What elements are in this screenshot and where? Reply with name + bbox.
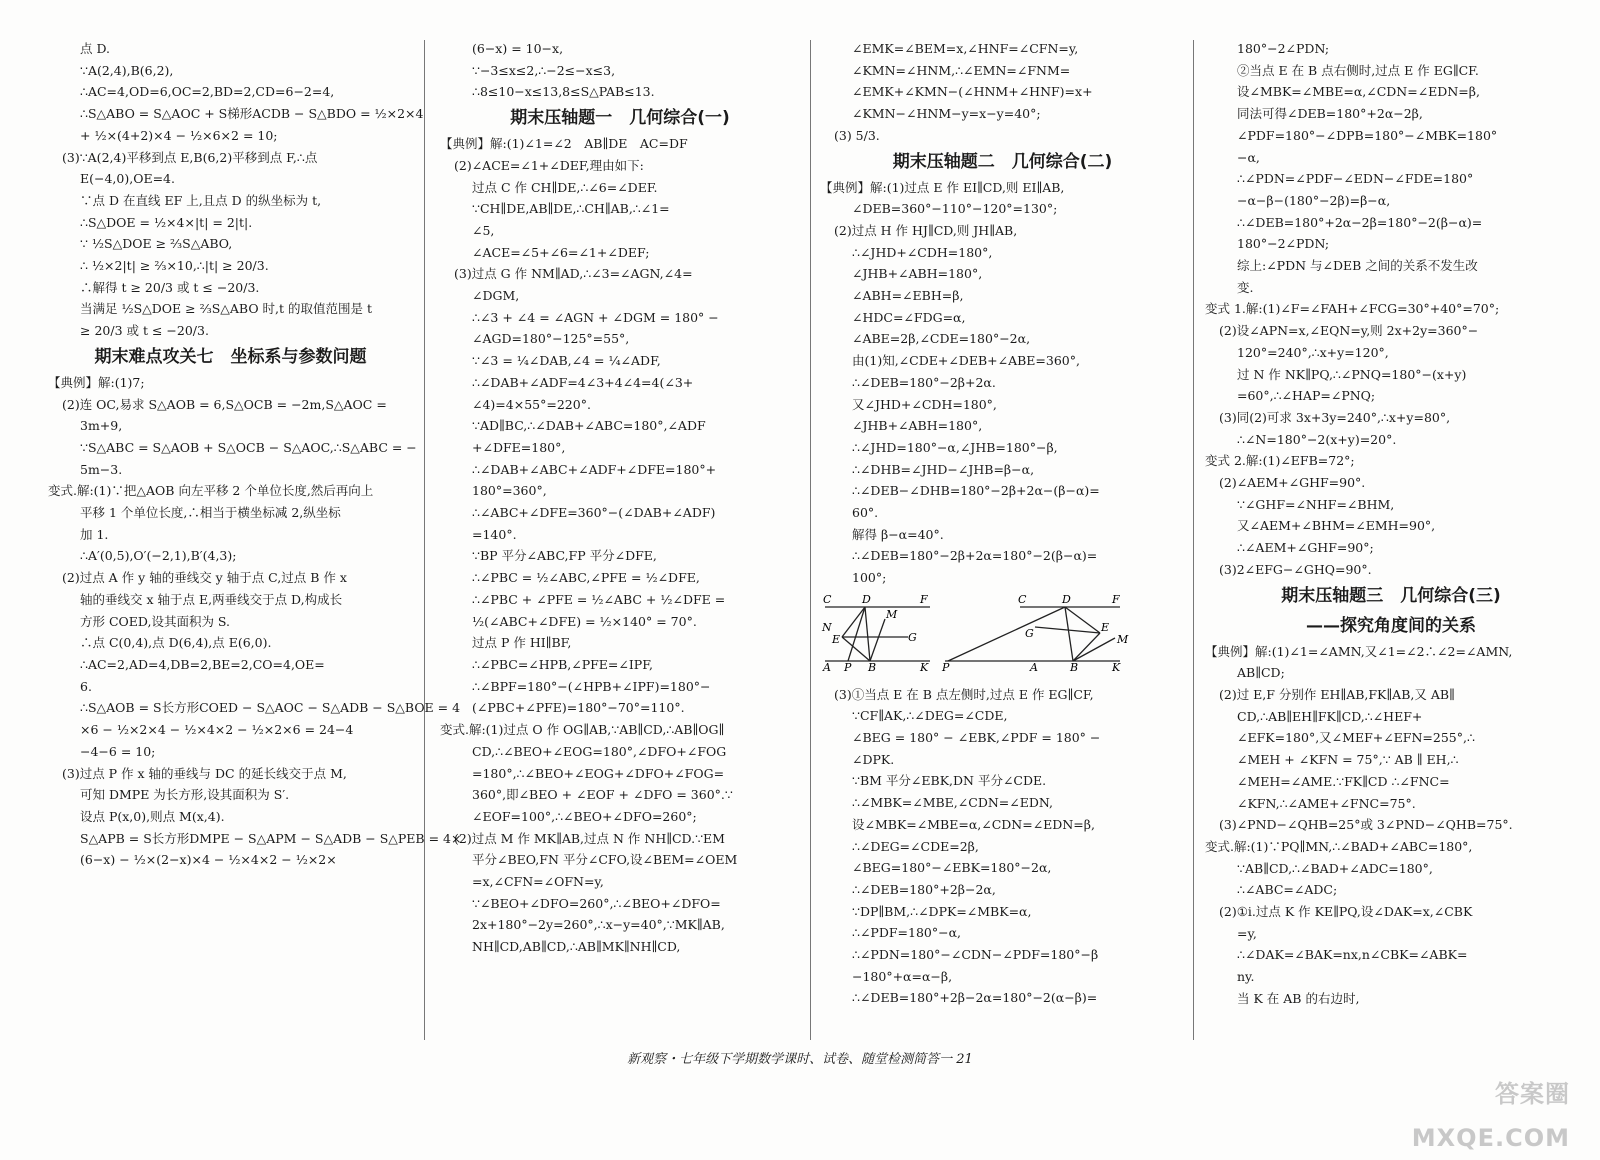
solution-text-line: ∴∠PBC = ½∠ABC,∠PFE = ½∠DFE, [472, 570, 700, 586]
figure-point-label: C [1018, 592, 1027, 606]
figure-point-label: C [823, 592, 832, 606]
solution-text-line: 360°,即∠BEO + ∠EOF + ∠DFO = 360°.∵ [472, 787, 733, 803]
solution-text-line: ∠ABE=2β,∠CDE=180°−2α, [852, 331, 1031, 347]
solution-text-line: ∴∠JHD+∠CDH=180°, [852, 244, 993, 260]
solution-text-line: ∠JHB+∠ABH=180°, [852, 418, 983, 434]
solution-text-line: ∴∠PBC + ∠PFE = ½∠ABC + ½∠DFE = [472, 591, 726, 607]
solution-text-line: ∴∠DEG=∠CDE=2β, [852, 838, 979, 854]
solution-text-line: ∵点 D 在直线 EF 上,且点 D 的纵坐标为 t, [80, 192, 322, 208]
solution-text-line: ny. [1237, 969, 1255, 985]
solution-text-line: ∴∠PDN=∠PDF−∠EDN−∠FDE=180° [1237, 171, 1474, 187]
solution-text-line: + ½×(4+2)×4 − ½×6×2 = 10; [80, 127, 278, 143]
figure-point-label: A [1030, 660, 1038, 674]
column-divider [1193, 40, 1194, 1040]
solution-text-line: AB∥CD; [1237, 665, 1285, 681]
solution-text-line: ∠HDC=∠FDG=α, [852, 309, 966, 325]
figure-point-label: K [920, 660, 929, 674]
solution-text-line: ∵S△ABC = S△AOB + S△OCB − S△AOC,∴S△ABC = − [80, 439, 417, 455]
solution-text-line: ∠AGD=180°−125°=55°, [472, 331, 630, 347]
solution-text-line: 同法可得∠DEB=180°+2α−2β, [1237, 106, 1423, 122]
solution-step-line: (2)过点 M 作 MK∥AB,过点 N 作 NH∥CD.∵EM [454, 830, 725, 846]
solution-text-line: −α, [1237, 149, 1260, 165]
solution-text-line: 5m−3. [80, 461, 123, 477]
solution-text-line: ∴∠MBK=∠MBE,∠CDN=∠EDN, [852, 795, 1053, 811]
solution-text-line: ∴∠PDF=180°−α, [852, 925, 962, 941]
section-heading: 期末压轴题二 几何综合(二) [892, 151, 1113, 172]
solution-text-line: ∴∠PDN=180°−∠CDN−∠PDF=180°−β [852, 947, 1099, 963]
solution-text-line: ∠5, [472, 222, 495, 238]
column-1 [48, 38, 462, 1048]
solution-step-line: (3)同(2)可求 3x+3y=240°,∴x+y=80°, [1219, 409, 1451, 425]
solution-text-line: 过点 P 作 HI∥BF, [472, 635, 572, 651]
section-heading: 期末压轴题三 几何综合(三) [1281, 585, 1501, 606]
solution-step-line: (3) 5/3. [834, 127, 880, 143]
figure-line [1065, 607, 1100, 633]
solution-text-line: ∵ ½S△DOE ≥ ⅔S△ABO, [80, 236, 233, 252]
solution-label-line: 变式.解:(1)∵PQ∥MN,∴∠BAD+∠ABC=180°, [1205, 838, 1473, 854]
solution-text-line: 设∠MBK=∠MBE=α,∠CDN=∠EDN=β, [852, 816, 1095, 832]
solution-text-line: E(−4,0),OE=4. [80, 171, 175, 187]
figure-point-label: F [1112, 592, 1120, 606]
column-divider [424, 40, 425, 1040]
figure-point-label: D [862, 592, 871, 606]
solution-text-line: ∴S△AOB = S长方形COED − S△AOC − S△ADB − S△BOE = 4 [80, 700, 461, 716]
figure-line [870, 619, 885, 661]
figure-point-label: P [942, 660, 950, 674]
solution-text-line: 120°=240°,∴x+y=120°, [1237, 344, 1389, 360]
solution-text-line: ∴∠ABC+∠DFE=360°−(∠DAB+∠ADF) [472, 505, 716, 521]
parallel-lines-figure [820, 593, 1130, 673]
solution-text-line: ∠EFK=180°,又∠MEF+∠EFN=255°,∴ [1237, 730, 1475, 746]
solution-text-line: 60°. [852, 505, 879, 521]
figure-line [1073, 633, 1100, 661]
figure-point-label: M [1117, 632, 1129, 646]
figure-line [948, 607, 1065, 661]
solution-text-line: ∴∠AEM+∠GHF=90°; [1237, 540, 1374, 556]
solution-label-line: 变式 2.解:(1)∠EFB=72°; [1205, 453, 1355, 469]
solution-step-line: (2)∠AEM+∠GHF=90°. [1219, 475, 1366, 491]
solution-text-line: 3m+9, [80, 418, 123, 434]
solution-text-line: ∴8≤10−x≤13,8≤S△PAB≤13. [472, 84, 655, 100]
solution-text-line: ∵A(2,4),B(6,2), [80, 62, 174, 78]
solution-text-line: 轴的垂线交 x 轴于点 E,两垂线交于点 D,构成长 [80, 591, 343, 607]
figure-point-label: G [1025, 626, 1034, 640]
solution-text-line: ∵CF∥AK,∴∠DEG=∠CDE, [852, 708, 1008, 724]
solution-label-line: 【典例】解:(1)∠1=∠2 AB∥DE AC=DF [440, 136, 688, 152]
solution-step-line: (2)设∠APN=x,∠EQN=y,则 2x+2y=360°− [1219, 323, 1479, 339]
solution-text-line: ∴ ½×2|t| ≥ ⅔×10,∴|t| ≥ 20/3. [80, 258, 269, 274]
solution-text-line: ∴S△ABO = S△AOC + S梯形ACDB − S△BDO = ½×2×4 [80, 106, 424, 122]
solution-text-line: ∵BP 平分∠ABC,FP 平分∠DFE, [472, 548, 657, 564]
solution-text-line: ∴A′(0,5),O′(−2,1),B′(4,3); [80, 548, 237, 564]
solution-text-line: S△APB = S长方形DMPE − S△APM − S△ADB − S△PEB = 4× [80, 830, 462, 846]
solution-text-line: ∴∠BPF=180°−(∠HPB+∠IPF)=180°− [472, 678, 711, 694]
solution-text-line: 180°−2∠PDN; [1237, 41, 1330, 56]
solution-text-line: ∴∠N=180°−2(x+y)=20°. [1237, 431, 1397, 447]
solution-text-line: (6−x) = 10−x, [472, 41, 564, 56]
geometry-figure [820, 593, 1185, 680]
solution-text-line: ∴∠DAB+∠ABC+∠ADF+∠DFE=180°+ [472, 461, 717, 477]
solution-text-line: 加 1. [80, 526, 109, 542]
figure-point-label: F [920, 592, 928, 606]
solution-text-line: 解得 β−α=40°. [852, 526, 944, 542]
solution-text-line: =x,∠CFN=∠OFN=y, [472, 874, 604, 890]
solution-step-line: (3)∵A(2,4)平移到点 E,B(6,2)平移到点 F,∴点 [62, 149, 318, 165]
solution-step-line: (3)2∠EFG−∠GHQ=90°. [1219, 561, 1372, 577]
solution-text-line: 6. [80, 678, 92, 694]
figure-point-label: K [1112, 660, 1121, 674]
solution-text-line: 点 D. [80, 41, 111, 56]
solution-step-line: (2)过点 H 作 HJ∥CD,则 JH∥AB, [834, 222, 1018, 238]
figure-line [865, 607, 870, 661]
figure-point-label: B [1070, 660, 1079, 674]
solution-step-line: (2)①ⅰ.过点 K 作 KE∥PQ,设∠DAK=x,∠CBK [1219, 904, 1473, 920]
solution-text-line: CD,∴AB∥EH∥FK∥CD,∴∠HEF+ [1237, 708, 1423, 724]
solution-text-line: 平分∠BEO,FN 平分∠CFO,设∠BEM=∠OEM [472, 852, 738, 868]
solution-text-line: ∴∠3 + ∠4 = ∠AGN + ∠DGM = 180° − [472, 309, 719, 325]
figure-point-label: D [1062, 592, 1071, 606]
solution-text-line: ∴∠JHD=180°−α,∠JHB=180°−β, [852, 439, 1058, 455]
solution-text-line: (∠PBC+∠PFE)=180°−70°=110°. [472, 700, 685, 716]
solution-text-line: ∴∠DEB=180°+2β−2α, [852, 881, 996, 897]
figure-point-label: A [823, 660, 831, 674]
solution-step-line: (2)∠ACE=∠1+∠DEF,理由如下: [454, 157, 644, 173]
solution-text-line: −4−6 = 10; [80, 743, 156, 759]
solution-text-line: ∵∠BEO+∠DFO=260°,∴∠BEO+∠DFO= [472, 895, 721, 911]
figure-point-label: E [1101, 620, 1110, 634]
solution-text-line: 100°; [852, 570, 887, 586]
figure-line [848, 607, 865, 661]
column-4 [1205, 38, 1577, 1048]
figure-point-label: G [908, 630, 917, 644]
solution-text-line: 设点 P(x,0),则点 M(x,4). [80, 808, 225, 824]
solution-text-line: 由(1)知,∠CDE+∠DEB+∠ABE=360°, [852, 353, 1080, 369]
solution-text-line: ∵CH∥DE,AB∥DE,∴CH∥AB,∴∠1= [472, 201, 670, 217]
solution-text-line: 平移 1 个单位长度,∴相当于横坐标减 2,纵坐标 [80, 505, 341, 521]
solution-text-line: 过点 C 作 CH∥DE,∴∠6=∠DEF. [472, 179, 658, 195]
solution-label-line: 变式 1.解:(1)∠F=∠FAH+∠FCG=30°+40°=70°; [1205, 301, 1500, 317]
solution-text-line: ∴∠DAB+∠ADF=4∠3+4∠4=4(∠3+ [472, 374, 694, 390]
solution-text-line: ∵BM 平分∠EBK,DN 平分∠CDE. [852, 773, 1047, 789]
solution-text-line: ∠PDF=180°−∠DPB=180°−∠MBK=180° [1237, 127, 1498, 143]
solution-text-line: ∴∠ABC=∠ADC; [1237, 882, 1338, 898]
solution-text-line: ∴点 C(0,4),点 D(6,4),点 E(6,0). [80, 635, 272, 651]
solution-label-line: 【典例】解:(1)过点 E 作 EI∥CD,则 EI∥AB, [820, 179, 1065, 195]
solution-label-line: 变式.解:(1)过点 O 作 OG∥AB,∵AB∥CD,∴AB∥OG∥ [440, 722, 725, 738]
solution-label-line: 【典例】解:(1)∠1=∠AMN,又∠1=∠2∴∠2=∠AMN, [1205, 643, 1513, 659]
solution-text-line: −α−β−(180°−2β)=β−α, [1237, 192, 1391, 208]
solution-text-line: ½(∠ABC+∠DFE) = ½×140° = 70°. [472, 613, 697, 629]
solution-text-line: ∠KMN−∠HNM−y=x−y=40°; [852, 106, 1041, 122]
watermark-logo: 答案圈 MXQE.COM [1411, 1080, 1570, 1152]
solution-text-line: ∠DEB=360°−110°−120°=130°; [852, 201, 1058, 217]
page-footer: 新观察・七年级下学期数学课时、试卷、随堂检测简答一 21 [627, 1052, 973, 1067]
solution-text-line: ∴解得 t ≥ 20/3 或 t ≤ −20/3. [80, 279, 260, 295]
solution-text-line: ≥ 20/3 或 t ≤ −20/3. [80, 323, 209, 339]
solution-text-line: ∠EMK=∠BEM=x,∠HNF=∠CFN=y, [852, 41, 1079, 56]
solution-text-line: ∵AD∥BC,∴∠DAB+∠ABC=180°,∠ADF [472, 418, 706, 434]
solution-text-line: ∵AB∥CD,∴∠BAD+∠ADC=180°, [1237, 860, 1433, 876]
solution-text-line: ∠EMK+∠KMN−(∠HNM+∠HNF)=x+ [852, 84, 1093, 100]
solution-step-line: (2)过点 A 作 y 轴的垂线交 y 轴于点 C,过点 B 作 x [62, 570, 347, 586]
solution-text-line: 2x+180°−2y=260°,∴x−y=40°,∵MK∥AB, [472, 917, 725, 933]
solution-text-line: CD,∴∠BEO+∠EOG=180°,∠DFO+∠FOG [472, 743, 727, 759]
solution-text-line: 当 K 在 AB 的右边时, [1237, 990, 1360, 1006]
solution-text-line: ∴AC=2,AD=4,DB=2,BE=2,CO=4,OE= [80, 656, 325, 672]
solution-text-line: ∴∠DEB=180°+2α−2β=180°−2(β−α)= [1237, 214, 1483, 230]
solution-text-line: ∴AC=4,OD=6,OC=2,BD=2,CD=6−2=4, [80, 84, 335, 100]
solution-text-line: ∴∠DEB=180°+2β−2α=180°−2(α−β)= [852, 990, 1098, 1006]
solution-text-line: ×6 − ½×2×4 − ½×4×2 − ½×2×6 = 24−4 [80, 722, 354, 738]
solution-text-line: ∴∠DEB−∠DHB=180°−2β+2α−(β−α)= [852, 483, 1100, 499]
column-3 [820, 38, 1185, 1048]
solution-step-line: (3)过点 P 作 x 轴的垂线与 DC 的延长线交于点 M, [62, 765, 347, 781]
solution-text-line: ∠KMN=∠HNM,∴∠EMN=∠FNM= [852, 62, 1071, 78]
column-divider [810, 40, 811, 1040]
solution-text-line: ∠KFN,∴∠AME+∠FNC=75°. [1237, 795, 1416, 811]
solution-text-line: ∠MEH + ∠KFN = 75°,∵ AB ∥ EH,∴ [1237, 752, 1459, 768]
solution-text-line: 又∠AEM+∠BHM=∠EMH=90°, [1237, 518, 1436, 534]
solution-text-line: =140°. [472, 526, 517, 542]
solution-text-line: ∠4)=4×55°=220°. [472, 396, 591, 412]
solution-step-line: (3)∠PND−∠QHB=25°或 3∠PND−∠QHB=75°. [1219, 817, 1513, 833]
solution-text-line: ∠MEH=∠AME.∵FK∥CD ∴∠FNC= [1237, 773, 1450, 789]
figure-line [842, 637, 870, 661]
solution-text-line: 综上:∠PDN 与∠DEB 之间的关系不发生改 [1237, 258, 1478, 274]
solution-step-line: (2)连 OC,易求 S△AOB = 6,S△OCB = −2m,S△AOC = [62, 396, 387, 412]
solution-text-line: 变. [1237, 279, 1254, 295]
solution-text-line: =y, [1237, 925, 1257, 941]
section-heading: ——探究角度间的关系 [1306, 615, 1476, 636]
figure-point-label: E [832, 632, 841, 646]
solution-label-line: 变式.解:(1)∵把△AOB 向左平移 2 个单位长度,然后再向上 [48, 483, 374, 499]
figure-point-label: P [844, 660, 852, 674]
solution-text-line: ∠EOF=100°,∴∠BEO+∠DFO=260°; [472, 808, 697, 824]
figure-point-label: N [822, 620, 832, 634]
solution-step-line: (3)①当点 E 在 B 点左侧时,过点 E 作 EG∥CF, [834, 686, 1094, 702]
solution-text-line: ∠JHB+∠ABH=180°, [852, 266, 983, 282]
solution-text-line: ∠DGM, [472, 288, 520, 304]
solution-text-line: ∴∠DEB=180°−2β+2α=180°−2(β−α)= [852, 548, 1098, 564]
figure-line [1073, 638, 1115, 661]
section-heading: 期末难点攻关七 坐标系与参数问题 [94, 346, 367, 367]
solution-text-line: ∠BEG=180°−∠EBK=180°−2α, [852, 860, 1052, 876]
solution-text-line: 方形 COED,设其面积为 S. [80, 613, 231, 629]
solution-label-line: 【典例】解:(1)7; [48, 374, 145, 390]
solution-text-line: =60°,∴∠HAP=∠PNQ; [1237, 388, 1376, 404]
solution-text-line: −180°+α=α−β, [852, 968, 953, 984]
solution-text-line: 当满足 ½S△DOE ≥ ⅔S△ABO 时,t 的取值范围是 t [80, 301, 373, 317]
figure-line [842, 607, 865, 637]
solution-text-line: ∴S△DOE = ½×4×|t| = 2|t|. [80, 214, 253, 230]
solution-text-line: =180°,∴∠BEO+∠EOG+∠DFO+∠FOG= [472, 765, 725, 781]
solution-text-line: 可知 DMPE 为长方形,设其面积为 S′. [80, 787, 290, 803]
column-2 [440, 38, 800, 1048]
solution-text-line: ∠ACE=∠5+∠6=∠1+∠DEF; [472, 244, 650, 260]
figure-point-label: B [868, 660, 877, 674]
solution-text-line: ∠DPK. [852, 751, 895, 767]
figure-point-label: M [886, 607, 898, 621]
solution-text-line: ∴∠PBC=∠HPB,∠PFE=∠IPF, [472, 656, 653, 672]
solution-text-line: ∵−3≤x≤2,∴−2≤−x≤3, [472, 62, 616, 78]
solution-text-line: ∴∠DEB=180°−2β+2α. [852, 374, 996, 390]
solution-text-line: ∵DP∥BM,∴∠DPK=∠MBK=α, [852, 903, 1032, 919]
solution-text-line: 180°−2∠PDN; [1237, 236, 1330, 252]
section-heading: 期末压轴题一 几何综合(一) [510, 108, 730, 129]
solution-text-line: 又∠JHD+∠CDH=180°, [852, 396, 997, 412]
solution-text-line: ∴∠DAK=∠BAK=nx,n∠CBK=∠ABK= [1237, 947, 1468, 963]
solution-text-line: ∠BEG = 180° − ∠EBK,∠PDF = 180° − [852, 729, 1101, 745]
solution-text-line: 180°=360°, [472, 483, 547, 499]
solution-text-line: +∠DFE=180°, [472, 439, 566, 455]
solution-text-line: 设∠MBK=∠MBE=α,∠CDN=∠EDN=β, [1237, 84, 1480, 100]
figure-line [1065, 607, 1073, 661]
solution-step-line: (2)过 E,F 分别作 EH∥AB,FK∥AB,又 AB∥ [1219, 686, 1455, 702]
solution-text-line: NH∥CD,AB∥CD,∴AB∥MK∥NH∥CD, [472, 939, 681, 955]
solution-text-line: ∵∠3 = ¼∠DAB,∠4 = ¼∠ADF, [472, 353, 661, 369]
solution-text-line: 过 N 作 NK∥PQ,∴∠PNQ=180°−(x+y) [1237, 366, 1467, 382]
solution-text-line: (6−x) − ½×(2−x)×4 − ½×4×2 − ½×2× [80, 852, 337, 868]
solution-text-line: ∴∠DHB=∠JHD−∠JHB=β−α, [852, 461, 1035, 477]
solution-text-line: ∠ABH=∠EBH=β, [852, 288, 964, 304]
solution-text-line: ∵∠GHF=∠NHF=∠BHM, [1237, 496, 1395, 512]
solution-step-line: (3)过点 G 作 NM∥AD,∴∠3=∠AGN,∠4= [454, 266, 693, 282]
solution-text-line: ②当点 E 在 B 点右侧时,过点 E 作 EG∥CF. [1237, 62, 1479, 78]
